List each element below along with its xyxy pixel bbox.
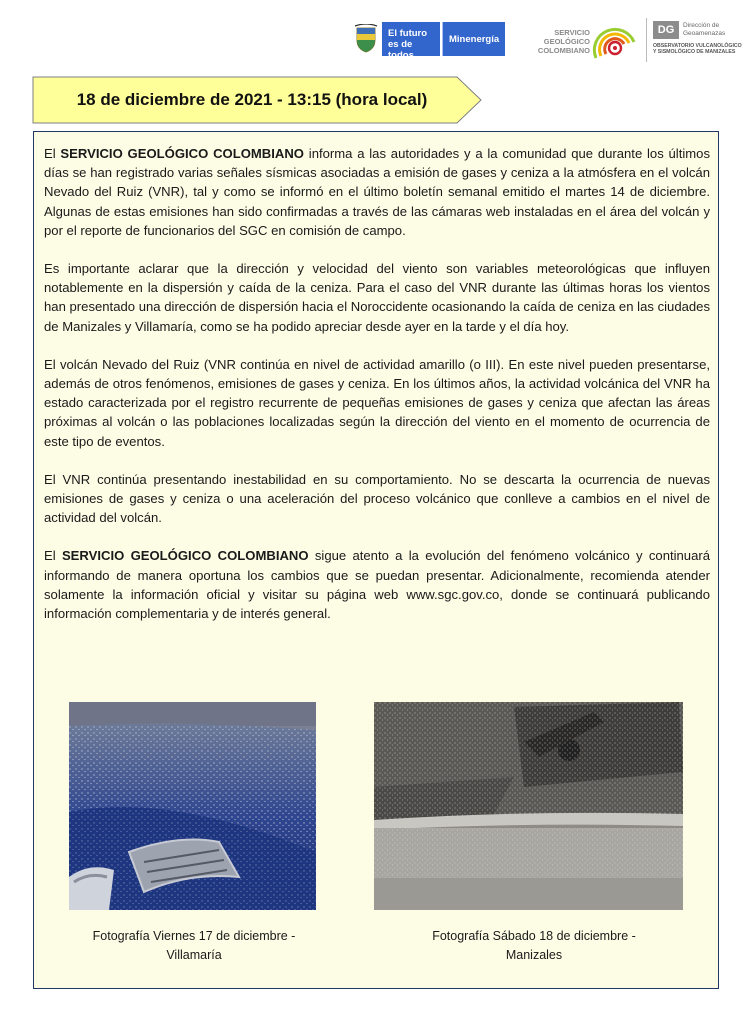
dg-title-line1: Dirección de [683,22,720,29]
sgc-line2: GEOLÓGICO [543,37,590,46]
sgc-line1: SERVICIO [554,28,590,37]
sgc-logo [532,18,640,62]
caption-line: Fotografía Viernes 17 de diciembre - [92,929,296,943]
observatory-line1: OBSERVATORIO VULCANOLÓGICO [653,43,742,49]
gov-slogan-line1: El futuro [388,28,428,39]
paragraph-2: Es importante aclarar que la dirección y velocidad del viento son variables meteorológicas que influyen notablemente en la dispersión y caída de la ceniza. Para el caso del VNR durante las últimas horas los vientos han presentado una dirección de dispersión hacia el Noroccidente ocasionando la caída de ceniza en las ciudades de Manizales y Villamaría, como se ha podido apreciar desde ayer en la tarde y el día hoy. [44,261,710,334]
photo-manizales [374,702,683,910]
paragraph-1 [44,144,710,240]
ministry-label: Minenergía [442,22,505,56]
dg-mark: DG [653,21,679,39]
bulletin-text [44,144,710,642]
bulletin-date: 18 de diciembre de 2021 - 13:15 (hora local) [76,90,428,109]
sgc-spiral-icon [592,18,638,62]
paragraph-5 [44,546,710,623]
government-logo [350,22,526,61]
sgc-line3: COLOMBIANO [537,46,590,55]
dg-title [683,22,725,37]
dg-title-line2: Geoamenazas [683,29,726,37]
photo-caption-villamaria [59,927,329,965]
caption-line: Fotografía Sábado 18 de diciembre - [432,929,636,943]
gov-slogan [382,22,440,61]
colombia-crest-icon [350,22,382,56]
photo-villamaria [69,702,316,910]
photo-caption-manizales [394,927,674,965]
paragraph-1-prefix: El [44,146,61,161]
sgc-name-bold: SERVICIO GEOLÓGICO COLOMBIANO [60,146,304,161]
paragraph-5-prefix: El [44,548,62,564]
observatory-line2: Y SISMOLÓGICO DE MANIZALES [653,49,736,56]
sgc-logo-text [532,28,590,55]
dg-logo [646,18,755,62]
date-banner [32,76,482,124]
paragraph-3: El volcán Nevado del Ruiz (VNR continúa en nivel de actividad amarillo (o III). En este nivel pueden presentarse, además de otros fenómenos, emisiones de gases y ceniza. En los últimos años, la actividad volcánica del VNR ha estado caracterizada por el registro recurrente de pequeñas emisiones de gases y ceniza que afectan las áreas próximas al volcán o las poblaciones localizadas según la dirección del viento en el momento de ocurrencia de este tipo de eventos. [44,356,710,449]
sgc-name-bold: SERVICIO GEOLÓGICO COLOMBIANO [61,548,309,564]
caption-line: Villamaría [166,948,222,962]
header-logos [350,18,750,62]
gov-slogan-line2: es de todos [388,39,414,61]
paragraph-1-text: informa a las autoridades y a la comunidad que durante los últimos días se han registrado varias señales sísmicas asociadas a emisión de gases y ceniza a la atmósfera en el volcán Nevado del Ruiz (VNR), tal y como se informó en el último boletín semanal emitido el martes 14 de diciembre. Algunas de estas emisiones han sido confirmadas a través de las cámaras web instaladas en el área del volcán y por el reporte de funcionarios del SGC en comisión de campo. [44,146,710,238]
bulletin-body [33,131,719,989]
caption-line: Manizales [505,948,563,962]
observatory-name [653,43,742,55]
paragraph-4: El VNR continúa presentando inestabilidad en su comportamiento. No se descarta la ocurrencia de nuevas emisiones de gases y ceniza o una aceleración del proceso volcánico que conlleve a cambios en el nivel de actividad del volcán. [44,471,710,526]
paragraph-5-text: sigue atento a la evolución del fenómeno volcánico y continuará informando de manera oportuna los cambios que se puedan presentar. Adicionalmente, recomienda atender solamente la información oficial y visitar su página web www.sgc.gov.co, donde se continuará publicando información complementaria y de interés general. [44,548,711,622]
